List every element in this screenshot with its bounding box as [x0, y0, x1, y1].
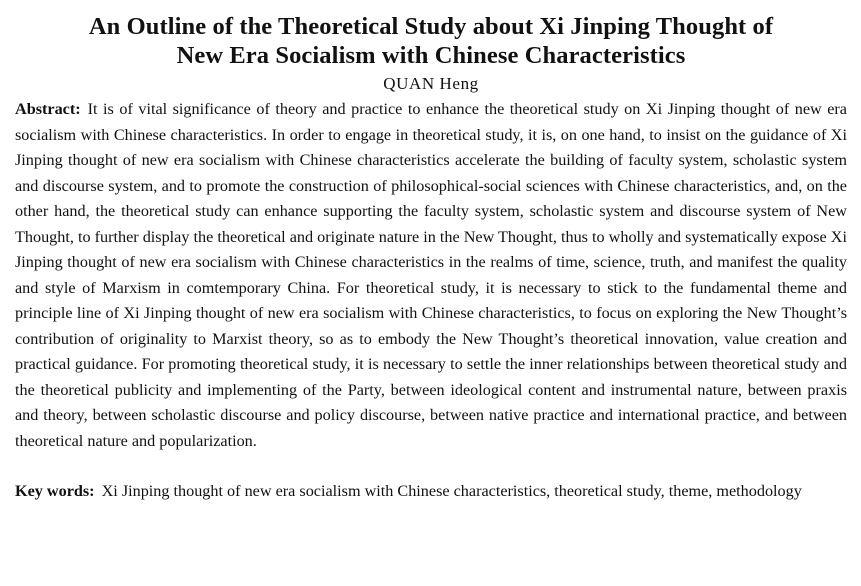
keywords-text: Xi Jinping thought of new era socialism with Chinese characteristics, theoretical study, theme, methodology: [101, 482, 802, 500]
keywords-label: Key words:: [15, 482, 95, 500]
paper-title: [15, 12, 847, 70]
abstract-label: Abstract:: [15, 100, 81, 118]
keywords-paragraph: [15, 479, 847, 505]
title-line-2: New Era Socialism with Chinese Characteristics: [176, 42, 686, 69]
author-name: QUAN Heng: [383, 74, 479, 93]
abstract-paragraph: [15, 97, 847, 454]
title-line-1: An Outline of the Theoretical Study about Xi Jinping Thought of: [88, 13, 774, 40]
abstract-text: It is of vital significance of theory and practice to enhance the theoretical study on Xi Jinping thought of new era socialism with Chinese characteristics. In order to engage in theoretical study, it is, on one hand, to insist on the guidance of Xi Jinping thought of new era socialism with Chinese characteristics accelerate the building of faculty system, scholastic system and discourse system, and to promote the construction of philosophical-social sciences with Chinese characteristics, and, on the other hand, the theoretical study can enhance supporting the faculty system, scholastic system and discourse system of New Thought, to further display the theoretical and originate nature in the New Thought, thus to wholly and systematically expose Xi Jinping thought of new era socialism with Chinese characteristics in the realms of time, science, truth, and manifest the quality and style of Marxism in comtemporary China. For theoretical study, it is necessary to stick to the fundamental theme and principle line of Xi Jinping thought of new era socialism with Chinese characteristics, to focus on exploring the New Thought’s contribution of originality to Marxist theory, so as to embody the New Thought’s theoretical innovation, value creation and practical guidance. For promoting theoretical study, it is necessary to settle the inner relationships between theoretical study and the theoretical publicity and implementing of the Party, between ideological content and instrumental nature, between praxis and theory, between scholastic discourse and policy discourse, between native practice and international practice, and between theoretical nature and popularization.: [15, 100, 847, 450]
